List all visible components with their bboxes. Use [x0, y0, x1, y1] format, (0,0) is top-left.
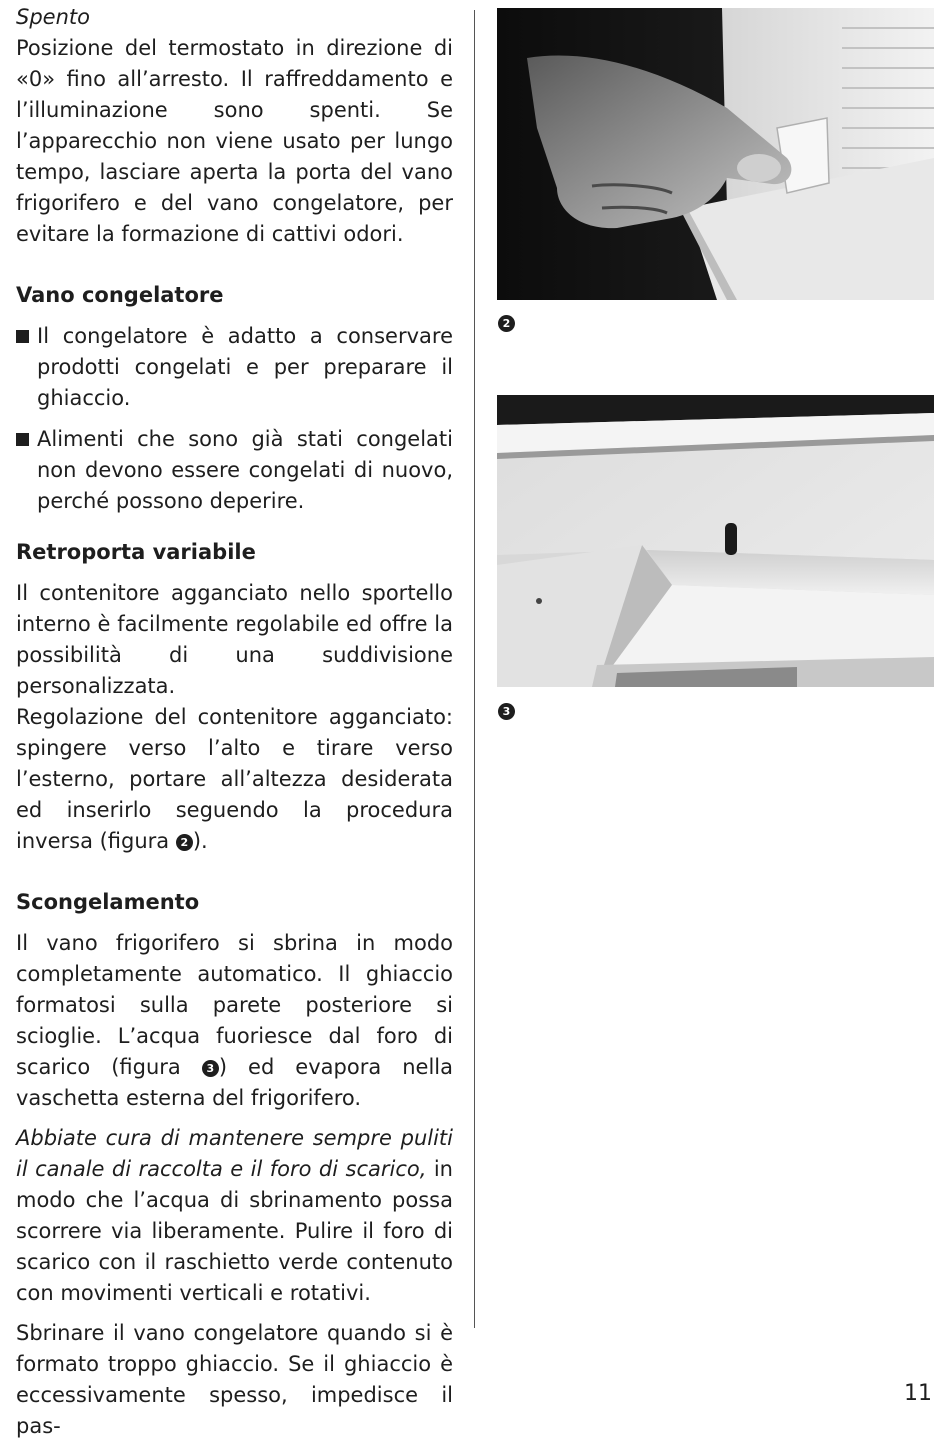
section-scongelamento	[16, 887, 453, 1442]
figure-2-photo	[497, 8, 934, 300]
scongelamento-p1	[16, 928, 453, 1114]
figure-ref-2: 2	[176, 834, 193, 851]
retroporta-p2-text: Regolazione del contenitore agganciato: spingere verso l’alto e tirare verso l’esterno, portare all’altezza desiderata ed inserirlo seguendo la procedura inversa (figura	[16, 705, 453, 853]
figure-3-label: 3	[498, 703, 515, 720]
retroporta-p2	[16, 702, 453, 857]
retroporta-heading: Retroporta variabile	[16, 540, 256, 564]
list-item	[16, 424, 453, 517]
scongelamento-p1-end: ) ed evapora nella vaschetta esterna del frigorifero.	[16, 1055, 453, 1110]
vano-congelatore-heading: Vano congelatore	[16, 283, 224, 307]
page-number: 11	[904, 1381, 932, 1406]
figure-2-label: 2	[498, 315, 515, 332]
scongelamento-p3: Sbrinare il vano congelatore quando si è formato troppo ghiaccio. Se il ghiaccio è eccessivamente spesso, impedisce il pas-	[16, 1321, 453, 1438]
scongelamento-p2	[16, 1123, 453, 1309]
scongelamento-heading: Scongelamento	[16, 890, 200, 914]
spento-heading: Spento	[16, 5, 90, 29]
section-retroporta	[16, 537, 453, 857]
section-vano-congelatore	[16, 280, 453, 517]
spento-body: Posizione del termostato in direzione di «0» fino all’arresto. Il raffreddamento e l’illuminazione sono spenti. Se l’apparecchio non viene usato per lungo tempo, lasciare aperta la porta del vano frigorifero e del vano congelatore, per evitare la formazione di cattivi odori.	[16, 36, 453, 246]
column-divider	[474, 10, 475, 1328]
list-item	[16, 321, 453, 414]
scongelamento-p2-italic: Abbiate cura di mantenere sempre puliti il canale di raccolta e il foro di scarico,	[16, 1126, 453, 1181]
figure-3-photo	[497, 395, 934, 687]
bullet-text: Il congelatore è adatto a conservare prodotti congelati e per preparare il ghiaccio.	[37, 324, 453, 410]
retroporta-p1: Il contenitore agganciato nello sportello interno è facilmente regolabile ed offre la possibilità di una suddivisione personalizzata.	[16, 581, 453, 698]
retroporta-p2-end: ).	[192, 829, 208, 853]
scongelamento-p1-text: Il vano frigorifero si sbrina in modo completamente automatico. Il ghiaccio formatosi sulla parete posteriore si scioglie. L’acqua fuoriesce dal foro di scarico (figura	[16, 931, 453, 1079]
scongelamento-p2-text: in modo che l’acqua di sbrinamento possa scorrere via liberamente. Pulire il foro di scarico con il raschietto verde contenuto con movimenti verticali e rotativi.	[16, 1157, 453, 1305]
bullet-square-icon	[16, 433, 29, 446]
bullet-square-icon	[16, 330, 29, 343]
text-column	[16, 2, 453, 1442]
figure-ref-3: 3	[202, 1060, 219, 1077]
bullet-text: Alimenti che sono già stati congelati non devono essere congelati di nuovo, perché possono deperire.	[37, 427, 453, 513]
